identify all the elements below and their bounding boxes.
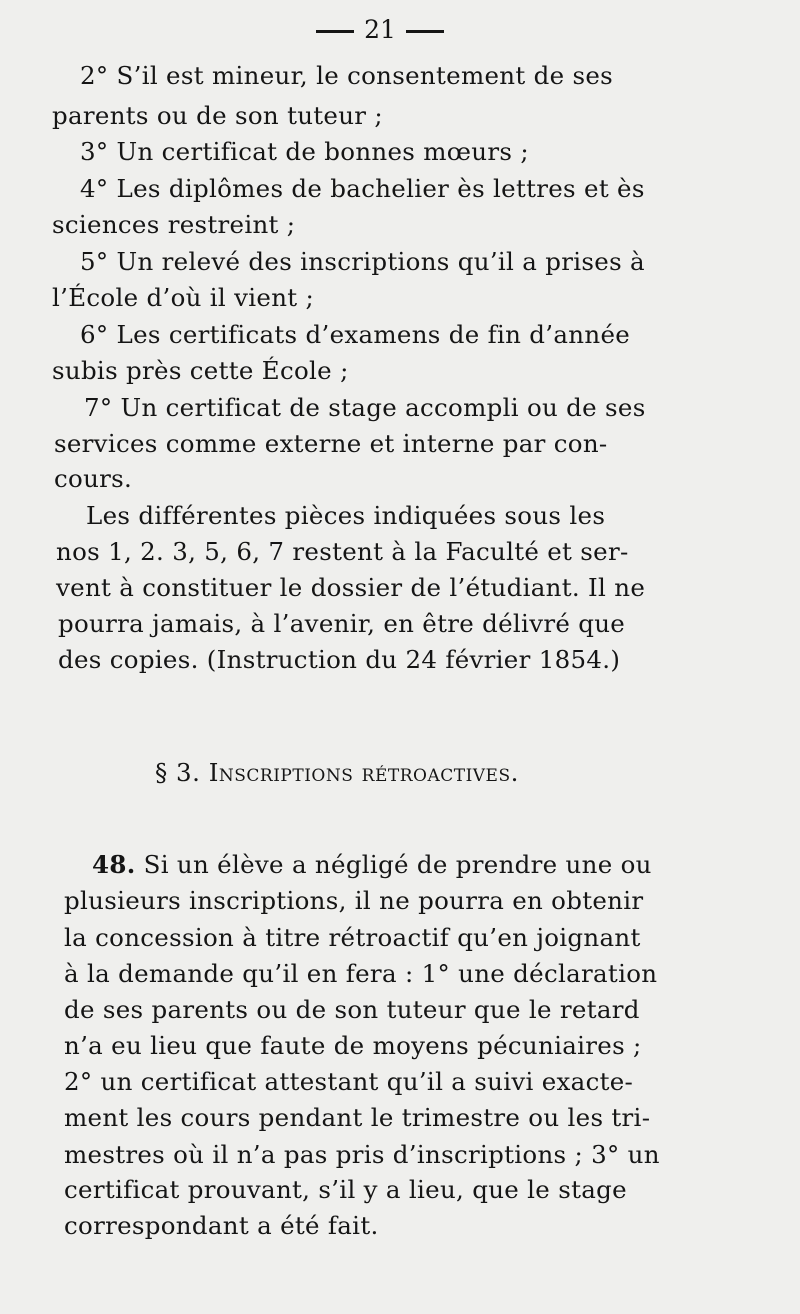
text-line: 4° Les diplômes de bachelier ès lettres et ès — [80, 174, 645, 203]
text-line: n’a eu lieu que faute de moyens pécuniaires ; — [64, 1031, 642, 1060]
text-line: certificat prouvant, s’il y a lieu, que le stage — [64, 1175, 627, 1204]
text-line — [92, 847, 652, 883]
text-line: ment les cours pendant le trimestre ou les tri- — [64, 1103, 651, 1132]
line-text: Si un élève a négligé de prendre une ou — [143, 850, 652, 879]
text-line: plusieurs inscriptions, il ne pourra en obtenir — [64, 886, 644, 915]
text-line: correspondant a été fait. — [64, 1211, 379, 1240]
text-line: 7° Un certificat de stage accompli ou de ses — [84, 393, 646, 422]
text-line: Les différentes pièces indiquées sous les — [86, 501, 606, 530]
text-line: l’École d’où il vient ; — [52, 283, 315, 312]
section-heading-text: § 3. Inscriptions rétroactives. — [155, 758, 519, 787]
text-line: 5° Un relevé des inscriptions qu’il a prises à — [80, 247, 645, 276]
text-line: la concession à titre rétroactif qu’en joignant — [64, 923, 641, 952]
text-line: vent à constituer le dossier de l’étudiant. Il ne — [56, 573, 646, 602]
text-line: des copies. (Instruction du 24 février 1854.) — [58, 645, 621, 674]
text-line: services comme externe et interne par con- — [54, 429, 608, 458]
text-line: sciences restreint ; — [52, 210, 296, 239]
text-line: subis près cette École ; — [52, 356, 349, 385]
text-line: pourra jamais, à l’avenir, en être délivré que — [58, 609, 626, 638]
left-dash — [316, 30, 354, 33]
text-line — [80, 58, 690, 94]
right-dash — [406, 30, 444, 33]
text-line: nos 1, 2. 3, 5, 6, 7 restent à la Faculté et ser- — [56, 537, 629, 566]
page-number-text: 21 — [364, 15, 396, 44]
text-line: parents ou de son tuteur ; — [52, 101, 383, 130]
section-heading — [155, 755, 635, 791]
text-line: 6° Les certificats d’examens de fin d’année — [80, 320, 631, 349]
text-line: mestres où il n’a pas pris d’inscriptions ; 3° un — [64, 1140, 660, 1169]
text-line: de ses parents ou de son tuteur que le retard — [64, 995, 640, 1024]
text-line: cours. — [54, 464, 133, 493]
text-line: 3° Un certificat de bonnes mœurs ; — [80, 137, 529, 166]
line-text: 2° S’il est mineur, le consentement de ses — [80, 61, 614, 90]
article-number: 48. — [92, 850, 136, 879]
text-line: 2° un certificat attestant qu’il a suivi exacte- — [64, 1067, 634, 1096]
text-line: à la demande qu’il en fera : 1° une déclaration — [64, 959, 658, 988]
page-number — [300, 10, 460, 50]
